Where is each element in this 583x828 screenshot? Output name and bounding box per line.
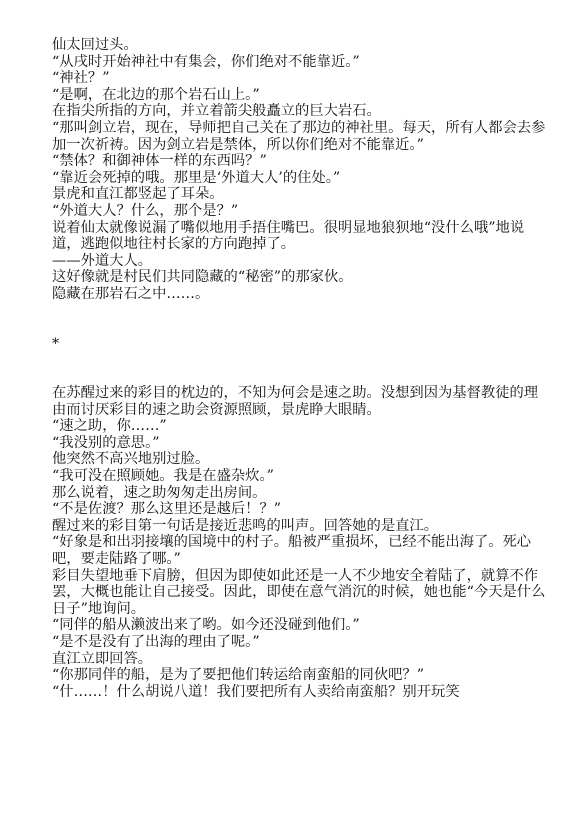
paragraph: 在苏醒过来的彩目的枕边的，不知为何会是速之助。没想到因为基督教徒的理由而讨厌彩目的速之助会资源照顾，景虎睁大眼睛。 — [52, 385, 539, 418]
paragraph: “你那同伴的船，是为了要把他们转运给南蛮船的同伙吧？” — [52, 667, 425, 684]
paragraph: “什……！什么胡说八道！我们要把所有人卖给南蛮船？别开玩笑 — [52, 683, 460, 700]
paragraph: “从戌时开始神社中有集会，你们绝对不能靠近。” — [52, 53, 360, 70]
paragraph: “速之助，你……” — [52, 418, 167, 435]
paragraph: “神社？” — [52, 70, 110, 87]
paragraph: 那么说着，速之助匆匆走出房间。 — [52, 484, 267, 501]
paragraph: 这好像就是村民们共同隐藏的“秘密”的那家伙。 — [52, 269, 353, 286]
section-gap — [52, 352, 552, 385]
paragraph: 醒过来的彩目第一句话是接近悲鸣的叫声。回答她的是直江。 — [52, 517, 439, 534]
section-gap — [52, 303, 552, 336]
paragraph: “是不是没有了出海的理由了呢。” — [52, 634, 260, 650]
paragraph: “那叫剑立岩，现在，导师把自己关在了那边的神社里。每天，所有人都会去参加一次祈祷。因为剑立岩是禁体，所以你们绝对不能靠近。” — [52, 119, 546, 153]
paragraph: “是啊，在北边的那个岩石山上。” — [52, 86, 260, 103]
paragraph: “我没别的意思。” — [52, 434, 160, 451]
paragraph: ——外道大人。 — [52, 252, 153, 269]
paragraph: 隐藏在那岩石之中……。 — [52, 285, 210, 302]
paragraph: 彩目失望地垂下肩膀，但因为即使如此还是一人不少地安全着陆了，就算不作罢，大概也能让自己接受。因此，即使在意气消沉的时候，她也能“今天是什么日子”地询问。 — [52, 567, 546, 617]
paragraph: 仙太回过头。 — [52, 37, 138, 53]
paragraph: 在指尖所指的方向，并立着箭尖般矗立的巨大岩石。 — [52, 103, 381, 120]
paragraph: “不是佐渡？那么这里还是越后！？” — [52, 501, 282, 518]
paragraph: “禁体？和御神体一样的东西吗？” — [52, 153, 267, 170]
paragraph: 说着仙太就像说漏了嘴似地用手捂住嘴巴。很明显地狼狈地“没什么哦”地说道，逃跑似地往村长家的方向跑掉了。 — [52, 219, 525, 253]
section-one — [52, 37, 552, 303]
section-separator: * — [52, 335, 60, 352]
paragraph: 景虎和直江都竖起了耳朵。 — [52, 186, 224, 203]
document-page — [52, 37, 552, 700]
paragraph: “我可没在照顾她。我是在盛杂炊。” — [52, 468, 274, 485]
section-two — [52, 385, 552, 700]
paragraph: 他突然不高兴地别过脸。 — [52, 451, 210, 468]
paragraph: “同伴的船从濑波出来了哟。如今还没碰到他们。” — [52, 617, 360, 634]
paragraph: 直江立即回答。 — [52, 650, 153, 667]
paragraph: “靠近会死掉的哦。那里是‘外道大人’的住处。” — [52, 169, 341, 186]
paragraph: “外道大人？什么，那个是？” — [52, 202, 239, 219]
paragraph: “好象是和出羽接壤的国境中的村子。船被严重损坏，已经不能出海了。死心吧，要走陆路了哪。” — [52, 534, 532, 568]
